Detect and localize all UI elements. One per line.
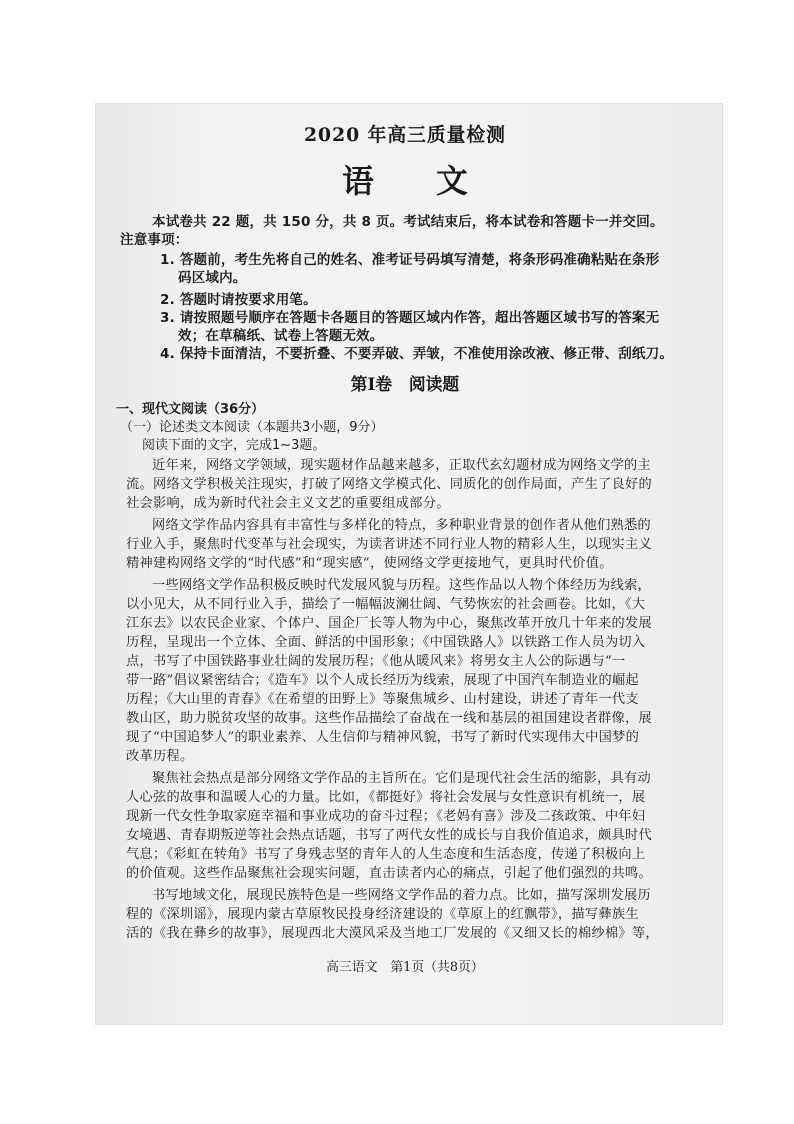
passage-line: 教山区，助力脱贫攻坚的故事。这些作品描绘了奋战在一线和基层的祖国建设者群像，展 — [126, 711, 653, 726]
passage-line: 女境遇、青春期叛逆等社会热点话题，书写了两代女性的成长与自我价值追求，颇具时代 — [126, 828, 653, 843]
passage-line: 以小见大，从不同行业入手，描绘了一幅幅波澜壮阔、气势恢宏的社会画卷。比如，《大 — [126, 597, 646, 612]
exam-title: 2020 年高三质量检测 — [304, 124, 506, 146]
passage-line: 网络文学作品内容具有丰富性与多样化的特点，多种职业背景的创作者从他们熟悉的 — [152, 518, 652, 533]
note-item: 4. 保持卡面清洁，不要折叠、不要弄破、弄皱，不准使用涂改液、修正带、刮纸刀。 — [160, 346, 674, 362]
question-instruction: 阅读下面的文字，完成1~3题。 — [142, 438, 326, 453]
passage-line: 聚焦社会热点是部分网络文学作品的主旨所在。它们是现代社会生活的缩影，具有动 — [152, 771, 652, 786]
passage-line: 流。网络文学积极关注现实，打破了网络文学模式化、同质化的创作局面，产生了良好的 — [126, 477, 653, 492]
note-item: 码区域内。 — [178, 270, 247, 286]
passage-line: 现新一代女性争取家庭幸福和事业成功的奋斗过程；《老妈有喜》涉及二孩政策、中年妇 — [126, 809, 646, 824]
passage-line: 活的《我在彝乡的故事》，展现西北大漠风采及当地工厂发展的《又细又长的棉纱棉》等， — [126, 926, 659, 941]
passage-line: 精神建构网络文学的“时代感”和“现实感”，使网络文学更接地气，更具时代价值。 — [126, 556, 613, 571]
passage-line: 现了“中国追梦人”的职业素养、人生信仰与精神风貌，书写了新时代实现伟大中国梦的 — [126, 730, 640, 745]
section-title: 第Ⅰ卷 阅读题 — [350, 375, 460, 395]
exam-intro: 本试卷共 22 题，共 150 分，共 8 页。考试结束后，将本试卷和答题卡一并交回。 — [152, 214, 664, 230]
passage-line: 程的《深圳谣》，展现内蒙古草原牧民投身经济建设的《草原上的红飘带》，描写彝族生 — [126, 907, 639, 922]
passage-line: 点，书写了中国铁路事业壮阔的发展历程；《他从暖风来》将男女主人公的际遇与“一 — [126, 654, 626, 669]
passage-line: 历程；《大山里的青春》《在希望的田野上》等聚焦城乡、山村建设，讲述了青年一代支 — [126, 692, 639, 707]
passage-line: 的价值观。这些作品聚焦社会现实问题，直击读者内心的痛点，引起了他们强烈的共鸣。 — [126, 866, 653, 881]
exam-paper — [96, 104, 722, 1024]
passage-line: 带一路”倡议紧密结合；《造车》以个人成长经历为线索，展现了中国汽车制造业的崛起 — [126, 673, 639, 688]
passage-line: 江东去》以农民企业家、个体户、国企厂长等人物为中心，聚焦改革开放几十年来的发展 — [126, 616, 653, 631]
passage-line: 历程，呈现出一个立体、全面、鲜活的中国形象；《中国铁路人》以铁路工作人员为切入 — [126, 635, 646, 650]
note-item: 3. 请按照题号顺序在答题卡各题目的答题区域内作答，超出答题区域书写的答案无 — [160, 310, 660, 326]
passage-line: 气息；《彩虹在转角》书写了身残志坚的青年人的人生态度和生活态度，传递了积极向上 — [126, 847, 646, 862]
passage-line: 近年来，网络文学领域，现实题材作品越来越多，正取代玄幻题材成为网络文学的主 — [152, 458, 652, 473]
passage-line: 社会影响，成为新时代社会主义文艺的重要组成部分。 — [126, 496, 450, 511]
part-heading: 一、现代文阅读（36分） — [116, 402, 265, 417]
passage-line: 人心弦的故事和温暖人心的力量。比如，《都挺好》将社会发展与女性意识有机统一，展 — [126, 790, 646, 805]
notes-heading: 注意事项： — [120, 232, 189, 248]
passage-line: 一些网络文学作品积极反映时代发展风貌与历程。这些作品以人物个体经历为线索， — [152, 578, 652, 593]
subpart-heading: （一）论述类文本阅读（本题共3小题，9分） — [120, 420, 384, 435]
note-item: 2. 答题时请按要求用笔。 — [160, 292, 317, 308]
note-item: 效；在草稿纸、试卷上答题无效。 — [178, 328, 384, 344]
passage-line: 书写地域文化，展现民族特色是一些网络文学作品的着力点。比如，描写深圳发展历 — [152, 888, 652, 903]
passage-line: 改革历程。 — [126, 749, 194, 764]
subject-title: 语 文 — [342, 162, 494, 200]
note-item: 1. 答题前，考生先将自己的姓名、准考证号码填写清楚，将条形码准确粘贴在条形 — [160, 252, 660, 268]
passage-line: 行业入手，聚焦时代变革与社会现实，为读者讲述不同行业人物的精彩人生，以现实主义 — [126, 537, 653, 552]
page-footer: 高三语文 第1页（共8页） — [326, 960, 484, 975]
